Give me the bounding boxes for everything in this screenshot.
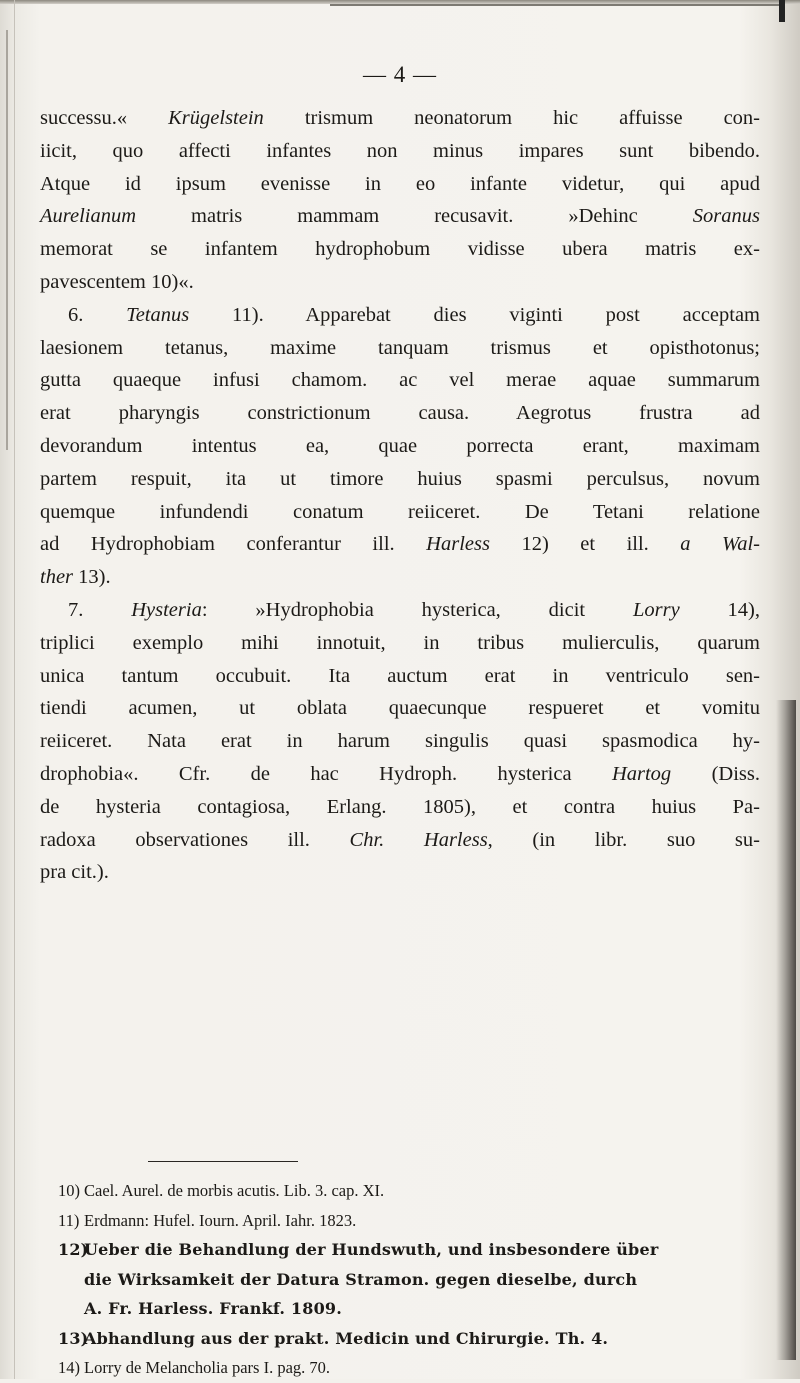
italic-name: Soranus: [692, 205, 760, 228]
text-run: 12) et ill.: [489, 533, 681, 556]
text-run: 14),: [679, 598, 760, 621]
text-line: [40, 561, 760, 594]
text-run: reiiceret. Nata erat in harum singulis quasi spasmodica hy-: [40, 730, 760, 753]
text-line: [40, 692, 760, 725]
binding-edge: [6, 30, 8, 450]
text-run: : »Hydrophobia hysterica, dicit: [201, 598, 633, 621]
text-line: [40, 364, 760, 397]
top-rule: [330, 4, 780, 6]
footnote-number: 11): [58, 1210, 80, 1230]
text-run: 11). Apparebat dies viginti post acceptam: [189, 303, 761, 326]
text-run: successu.«: [40, 107, 169, 129]
footnote-text: Abhandlung aus der prakt. Medicin und Chirurgie. Th. 4.: [84, 1328, 609, 1348]
text-line: [40, 528, 760, 561]
text-run: 6.: [68, 303, 127, 326]
text-line: [40, 856, 760, 889]
footnote: [58, 1324, 758, 1354]
italic-name: Chr. Harless: [349, 828, 488, 851]
text-run: quemque infundendi conatum reiiceret. De Tetani relatione: [40, 500, 760, 523]
text-line: [40, 200, 760, 233]
text-line: [40, 463, 760, 496]
text-run: triplici exemplo mihi innotuit, in tribus mulierculis, quarum: [40, 631, 760, 654]
italic-name: Hartog: [611, 762, 672, 785]
footnote: [58, 1176, 758, 1206]
footnote: [58, 1265, 758, 1295]
text-run: Atque id ipsum evenisse in eo infante videtur, qui apud: [40, 172, 760, 195]
italic-name: Lorry: [632, 598, 680, 621]
text-run: iicit, quo affecti infantes non minus impares sunt bibendo.: [40, 139, 760, 162]
text-line: [40, 266, 760, 299]
text-run: 7.: [68, 598, 132, 621]
text-run: ad Hydrophobiam conferantur ill.: [40, 533, 427, 556]
footnote-text: Ueber die Behandlung der Hundswuth, und insbesondere über: [84, 1240, 659, 1259]
footnote-divider: [148, 1161, 298, 1162]
text-line: [40, 725, 760, 758]
italic-name: Hysteria: [131, 598, 202, 621]
text-line: [40, 824, 760, 857]
footnote-text: Cael. Aurel. de morbis acutis. Lib. 3. cap. XI.: [84, 1181, 385, 1200]
text-run: gutta quaeque infusi chamom. ac vel merae aquae summarum: [40, 369, 760, 392]
text-line: [40, 102, 760, 135]
text-run: (Diss.: [671, 762, 760, 785]
text-run: erat pharyngis constrictionum causa. Aegrotus frustra ad: [40, 402, 760, 425]
text-run: radoxa observationes ill.: [40, 828, 350, 851]
text-line: [40, 627, 760, 660]
text-line: [40, 496, 760, 529]
italic-name: Krügelstein: [168, 107, 264, 129]
text-run: pra cit.).: [40, 861, 109, 884]
footnote-text: A. Fr. Harless. Frankf. 1809.: [84, 1299, 343, 1318]
italic-name: a Wal-: [680, 533, 760, 556]
right-edge-shadow: [776, 700, 796, 1360]
text-run: tiendi acumen, ut oblata quaecunque respueret et vomitu: [40, 697, 760, 720]
text-run: trismum neonatorum hic affuisse con-: [263, 107, 760, 129]
text-run: memorat se infantem hydrophobum vidisse ubera matris ex-: [40, 238, 760, 261]
footnote: [58, 1235, 758, 1265]
text-run: 13).: [73, 566, 111, 589]
footnote-text: Erdmann: Hufel. Iourn. April. Iahr. 1823.: [84, 1210, 357, 1230]
body-text: [40, 102, 760, 889]
footnote-text: die Wirksamkeit der Datura Stramon. gegen dieselbe, durch: [84, 1269, 638, 1289]
binding-line: [14, 0, 15, 1379]
text-run: de hysteria contagiosa, Erlang. 1805), et contra huius Pa-: [40, 795, 760, 818]
text-line: [40, 135, 760, 168]
footnote-number: 12): [58, 1240, 89, 1259]
italic-name: Aurelianum: [40, 205, 137, 228]
text-line: [40, 299, 760, 332]
corner-mark: [779, 0, 785, 22]
text-run: partem respuit, ita ut timore huius spasmi perculsus, novum: [40, 467, 760, 490]
footnote-number: 13): [58, 1328, 89, 1348]
footnote: [58, 1353, 758, 1383]
text-line: [40, 168, 760, 201]
text-run: pavescentem 10)«.: [40, 270, 194, 293]
italic-name: ther: [40, 566, 74, 589]
text-line: [40, 758, 760, 791]
text-run: matris mammam recusavit. »Dehinc: [136, 205, 693, 228]
text-line: [40, 660, 760, 693]
text-line: [40, 430, 760, 463]
footnotes: [58, 1176, 758, 1383]
footnote-number: 14): [58, 1358, 80, 1377]
text-line: [40, 397, 760, 430]
footnote: [58, 1206, 758, 1236]
text-line: [40, 332, 760, 365]
footnote: [58, 1294, 758, 1324]
text-run: drophobia«. Cfr. de hac Hydroph. hysterica: [40, 762, 612, 785]
text-run: , (in libr. suo su-: [487, 828, 760, 851]
text-line: [40, 594, 760, 627]
text-line: [40, 233, 760, 266]
italic-name: Tetanus: [126, 303, 190, 326]
text-run: devorandum intentus ea, quae porrecta erant, maximam: [40, 434, 760, 457]
text-run: laesionem tetanus, maxime tanquam trismus et opisthotonus;: [40, 336, 760, 359]
italic-name: Harless: [426, 533, 490, 556]
footnote-text: Lorry de Melancholia pars I. pag. 70.: [84, 1358, 331, 1377]
text-run: unica tantum occubuit. Ita auctum erat in ventriculo sen-: [40, 664, 760, 687]
page-number: — 4 —: [363, 62, 437, 87]
footnote-number: 10): [58, 1181, 80, 1200]
text-line: [40, 791, 760, 824]
